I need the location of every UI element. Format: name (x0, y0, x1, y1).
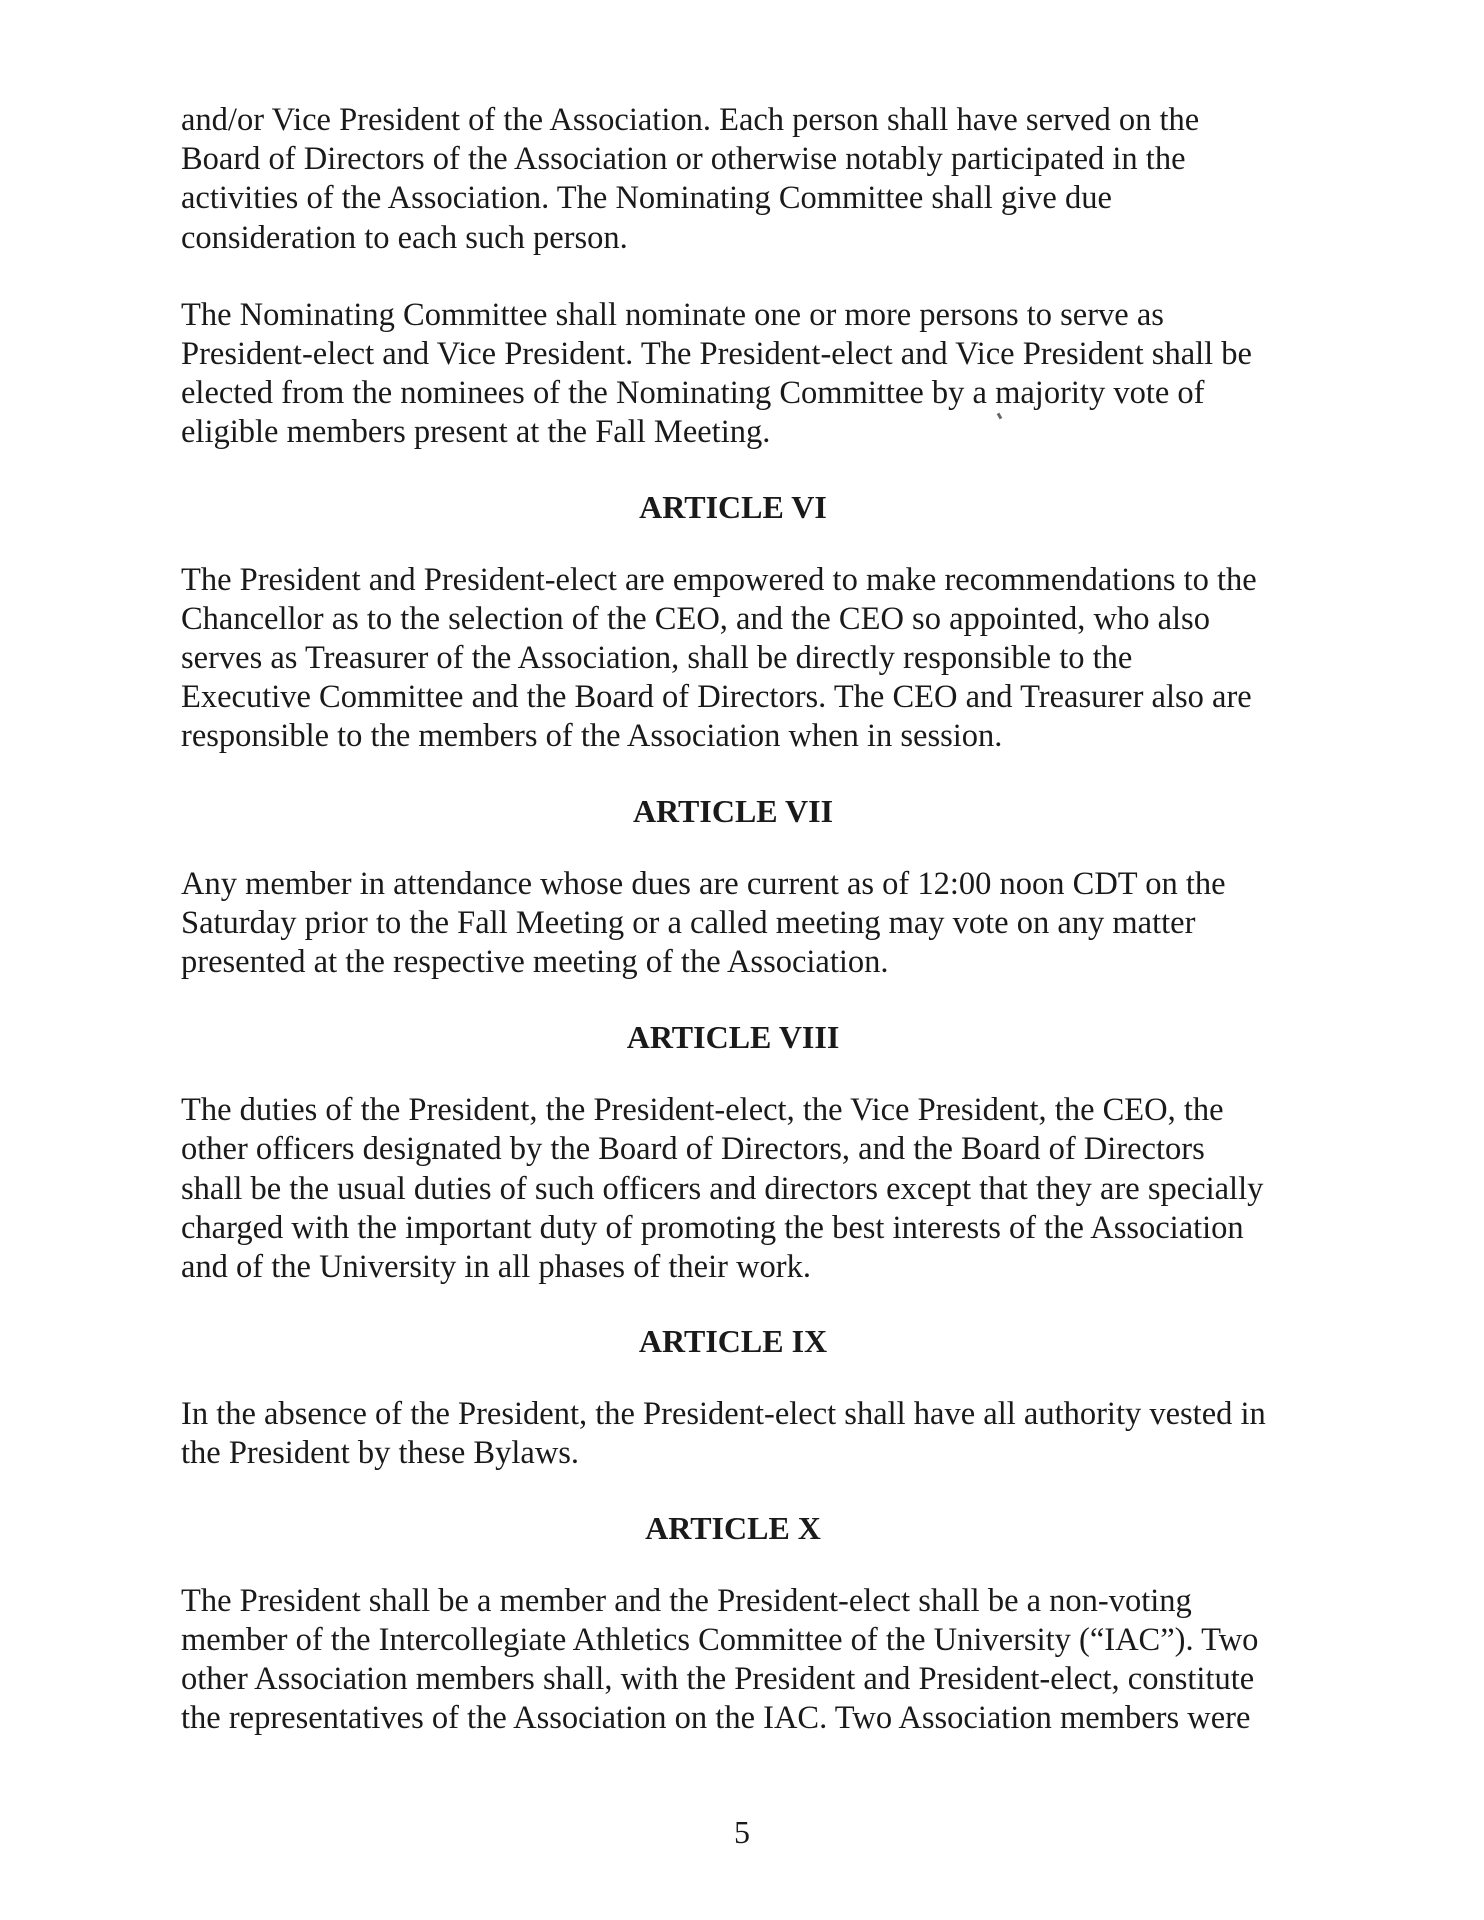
document-body (181, 101, 1321, 1738)
heading-article-vii: ARTICLE VII (632, 792, 834, 829)
page-number: 5 (734, 1814, 750, 1850)
text-line: consideration to each such person. (181, 219, 628, 256)
heading-article-viii: ARTICLE VIII (626, 1019, 840, 1056)
text-line: Any member in attendance whose dues are current as of 12:00 noon CDT on the (181, 865, 1226, 902)
paragraph-article-x (181, 1582, 1321, 1739)
text-line: In the absence of the President, the President-elect shall have all authority vested in (181, 1396, 1266, 1433)
text-line: The President shall be a member and the President-elect shall be a non-voting (181, 1582, 1192, 1619)
text-line: President-elect and Vice President. The President-elect and Vice President shall be (181, 336, 1252, 373)
text-line: the representatives of the Association on the IAC. Two Association members were (181, 1700, 1251, 1737)
paragraph-nomination-election (181, 296, 1321, 453)
text-line: shall be the usual duties of such officers and directors except that they are specially (181, 1170, 1264, 1207)
text-line: Saturday prior to the Fall Meeting or a called meeting may vote on any matter (181, 904, 1196, 941)
text-line: Chancellor as to the selection of the CEO, and the CEO so appointed, who also (181, 600, 1210, 637)
paragraph-article-ix (181, 1395, 1321, 1473)
text-line: presented at the respective meeting of the Association. (181, 944, 889, 981)
text-line: The duties of the President, the President-elect, the Vice President, the CEO, the (181, 1092, 1224, 1129)
text-line: The President and President-elect are empowered to make recommendations to the (181, 561, 1257, 598)
paragraph-article-vii (181, 865, 1321, 983)
text-line: activities of the Association. The Nominating Committee shall give due (181, 180, 1112, 217)
text-line: other Association members shall, with the President and President-elect, constitute (181, 1661, 1255, 1698)
text-line: elected from the nominees of the Nominating Committee by a majority vote of (181, 375, 1205, 412)
text-line: the President by these Bylaws. (181, 1435, 580, 1472)
paragraph-article-viii (181, 1091, 1321, 1287)
text-line: The Nominating Committee shall nominate one or more persons to serve as (181, 296, 1164, 333)
heading-article-x: ARTICLE X (645, 1509, 821, 1546)
text-line: Board of Directors of the Association or otherwise notably participated in the (181, 141, 1186, 178)
heading-article-ix: ARTICLE IX (638, 1323, 828, 1360)
paragraph-nominee-eligibility (181, 101, 1321, 258)
text-line: and/or Vice President of the Association. Each person shall have served on the (181, 102, 1200, 138)
text-line: eligible members present at the Fall Meeting. (181, 414, 771, 451)
paragraph-article-vi (181, 561, 1321, 757)
text-line: and of the University in all phases of their work. (181, 1249, 811, 1286)
text-line: serves as Treasurer of the Association, shall be directly responsible to the (181, 640, 1133, 677)
text-line: member of the Intercollegiate Athletics Committee of the University (“IAC”). Two (181, 1621, 1259, 1658)
heading-article-vi: ARTICLE VI (639, 488, 827, 525)
text-line: charged with the important duty of promoting the best interests of the Association (181, 1209, 1244, 1246)
text-line: responsible to the members of the Association when in session. (181, 718, 1003, 755)
text-line: other officers designated by the Board of Directors, and the Board of Directors (181, 1131, 1205, 1168)
text-line: Executive Committee and the Board of Directors. The CEO and Treasurer also are (181, 679, 1252, 716)
